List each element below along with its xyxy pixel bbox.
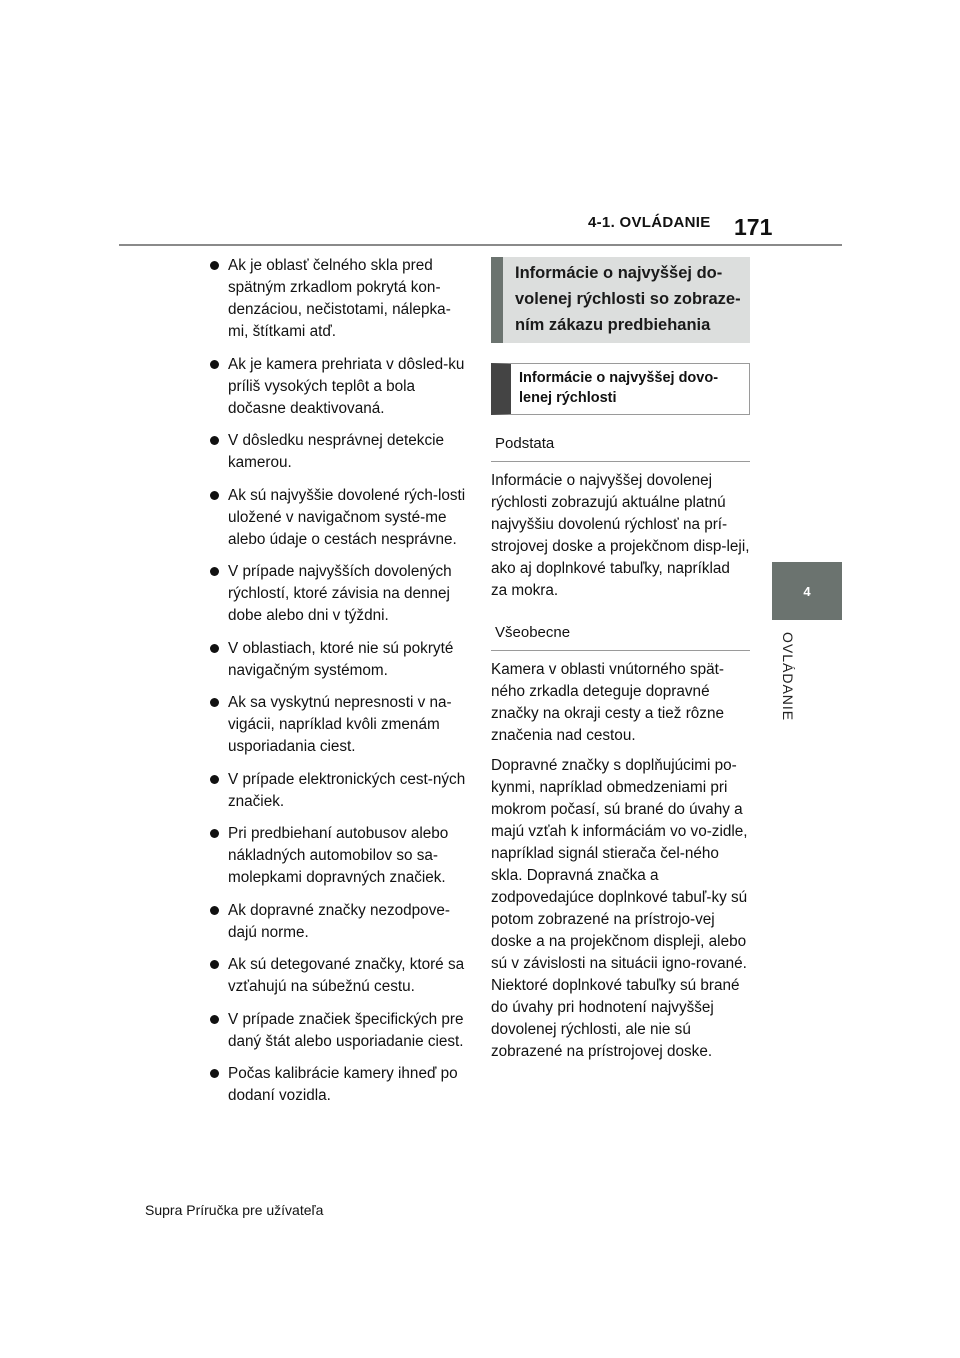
bullet-item: Pri predbiehaní autobusov alebo nákladných automobilov so sa-molepkami dopravných značiek.	[210, 823, 466, 889]
right-column	[491, 257, 750, 1063]
header-divider	[119, 244, 842, 246]
label-vseobecne: Všeobecne	[491, 624, 750, 651]
bullet-item: Ak sú najvyššie dovolené rých-losti uložené v navigačnom systé-me alebo údaje o cestách nesprávne.	[210, 485, 466, 551]
bullet-item: Ak sa vyskytnú nepresnosti v na-vigácii, napríklad kvôli zmenám usporiadania ciest.	[210, 692, 466, 758]
section-heading: Informácie o najvyššej do-volenej rýchlosti so zobraze-ním zákazu predbiehania	[491, 257, 750, 343]
chapter-tab-number: 4	[803, 583, 811, 599]
label-podstata: Podstata	[491, 435, 750, 462]
bullet-item: V prípade elektronických cest-ných značiek.	[210, 769, 466, 813]
chapter-tab	[772, 562, 842, 620]
bullet-item: Ak sú detegované značky, ktoré sa vzťahujú na súbežnú cestu.	[210, 954, 466, 998]
paragraph-vseobecne-2: Dopravné značky s doplňujúcimi po-kynmi, napríklad obmedzeniami pri mokrom počasí, sú brané do úvahy a majú vzťah k informáciám vo vo-zidle, napríklad signál stierača čel-ného skla. Dopravná značka a zodpovedajúce doplnkové tabuľ-ky sú potom zobrazené na prístrojo-vej doske a na projekčnom displeji, alebo sú v závislosti na situácii igno-rované. Niektoré doplnkové tabuľky sú brané do úvahy pri hodnotení najvyššej dovolenej rýchlosti, ale nie sú zobrazené na prístrojovej doske.	[491, 757, 748, 1060]
bullet-item: Ak je oblasť čelného skla pred spätným zrkadlom pokrytá kon-denzáciou, nečistotami, nálepka-mi, štítkami atď.	[210, 255, 466, 343]
subsection-heading: Informácie o najvyššej dovo-lenej rýchlosti	[491, 363, 750, 415]
paragraph-vseobecne-1: Kamera v oblasti vnútorného spät-ného zrkadla deteguje dopravné značky na okraji cesty a tiež rôzne značenia nad cestou.	[491, 661, 724, 744]
page-number: 171	[734, 214, 773, 240]
footer-text: Supra Príručka pre užívateľa	[145, 1202, 324, 1218]
bullet-item: Ak je kamera prehriata v dôsled-ku príliš vysokých teplôt a bola dočasne deaktivovaná.	[210, 354, 466, 420]
bullet-item: Ak dopravné značky nezodpove-dajú norme.	[210, 900, 466, 944]
paragraph-podstata: Informácie o najvyššej dovolenej rýchlosti zobrazujú aktuálne platnú najvyššiu dovolenú rýchlosť na prí-strojovej doske a projekčnom disp-leji, ako aj doplnkové tabuľky, napríklad za mokra.	[491, 472, 750, 599]
bullet-item: V prípade značiek špecifických pre daný štát alebo usporiadanie ciest.	[210, 1009, 466, 1053]
chapter-side-label: OVLÁDANIE	[780, 632, 796, 722]
header-section-title: 4-1. OVLÁDANIE	[588, 214, 711, 231]
bullet-item: V dôsledku nesprávnej detekcie kamerou.	[210, 430, 466, 474]
bullet-item: V prípade najvyšších dovolených rýchlostí, ktoré závisia na dennej dobe alebo dni v týždni.	[210, 561, 466, 627]
bullet-item: V oblastiach, ktoré nie sú pokryté navigačným systémom.	[210, 638, 466, 682]
bullet-item: Počas kalibrácie kamery ihneď po dodaní vozidla.	[210, 1063, 466, 1107]
left-column	[210, 255, 466, 1118]
